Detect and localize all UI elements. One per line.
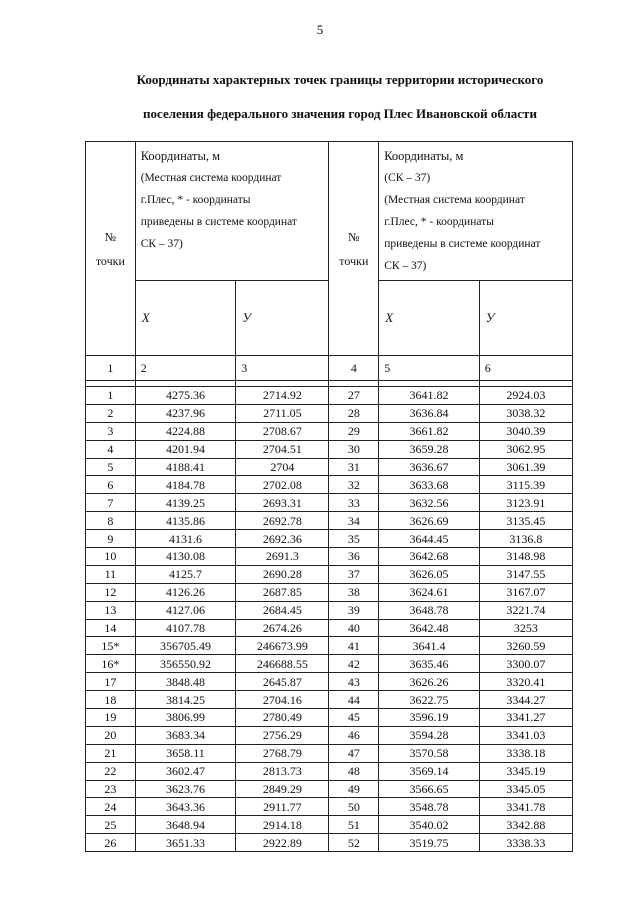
x-coordinate-right: 3632.56 — [379, 494, 480, 512]
x-coordinate-right: 3548.78 — [379, 798, 480, 816]
x-coordinate-left: 4131.6 — [135, 530, 236, 548]
x-coordinate-right: 3624.61 — [379, 583, 480, 601]
table-row — [86, 726, 573, 744]
x-coordinate-left: 4224.88 — [135, 422, 236, 440]
table-row — [86, 780, 573, 798]
x-coordinate-left: 4201.94 — [135, 440, 236, 458]
point-number-left: 4 — [86, 440, 136, 458]
x-coordinate-right: 3519.75 — [379, 834, 480, 852]
x-coordinate-left: 4107.78 — [135, 619, 236, 637]
table-row — [86, 548, 573, 566]
y-coordinate-left: 2780.49 — [236, 709, 329, 727]
point-number-right: 30 — [329, 440, 379, 458]
table-row — [86, 440, 573, 458]
point-number-right: 41 — [329, 637, 379, 655]
point-number-right: 40 — [329, 619, 379, 637]
x-coordinate-left: 3602.47 — [135, 762, 236, 780]
point-number-left: 26 — [86, 834, 136, 852]
y-coordinate-right: 3123.91 — [479, 494, 572, 512]
point-number-left: 15* — [86, 637, 136, 655]
point-number-header-line2: точки — [95, 253, 125, 268]
column-number-6: 6 — [479, 356, 572, 381]
table-row — [86, 458, 573, 476]
point-number-left: 25 — [86, 816, 136, 834]
y-coordinate-right: 3344.27 — [479, 691, 572, 709]
column-number-5: 5 — [379, 356, 480, 381]
point-number-right: 35 — [329, 530, 379, 548]
point-number-header-line1: № — [104, 229, 117, 244]
coords-header-left-line4: приведены в системе координат — [140, 216, 297, 228]
x-coordinate-left: 4127.06 — [135, 601, 236, 619]
x-coordinate-left: 4275.36 — [135, 387, 236, 405]
x-coordinate-right: 3661.82 — [379, 422, 480, 440]
y-coordinate-right: 3345.05 — [479, 780, 572, 798]
point-number-left: 24 — [86, 798, 136, 816]
page-number: 5 — [316, 22, 324, 37]
x-coordinate-left: 4184.78 — [135, 476, 236, 494]
x-coordinate-right: 3633.68 — [379, 476, 480, 494]
table-row — [86, 798, 573, 816]
point-number-right: 47 — [329, 744, 379, 762]
x-coordinate-left: 3848.48 — [135, 673, 236, 691]
x-coordinate-left: 3623.76 — [135, 780, 236, 798]
y-coordinate-right: 3221.74 — [479, 601, 572, 619]
point-number-header-line2: точки — [339, 253, 369, 268]
y-coordinate-right: 3345.19 — [479, 762, 572, 780]
point-number-right: 46 — [329, 726, 379, 744]
point-number-left: 16* — [86, 655, 136, 673]
table-row — [86, 422, 573, 440]
table-row — [86, 387, 573, 405]
y-coordinate-right: 3320.41 — [479, 673, 572, 691]
x-coordinate-right: 3642.68 — [379, 548, 480, 566]
point-number-left: 10 — [86, 548, 136, 566]
x-coordinate-right: 3594.28 — [379, 726, 480, 744]
y-coordinate-left: 2711.05 — [236, 404, 329, 422]
table-row — [86, 834, 573, 852]
point-number-left: 8 — [86, 512, 136, 530]
point-number-right: 45 — [329, 709, 379, 727]
y-coordinate-right: 3136.8 — [479, 530, 572, 548]
point-number-right: 29 — [329, 422, 379, 440]
point-number-right: 33 — [329, 494, 379, 512]
table-row — [86, 762, 573, 780]
point-number-header-right — [329, 142, 379, 356]
x-coordinate-left: 4125.7 — [135, 565, 236, 583]
y-coordinate-left: 246688.55 — [236, 655, 329, 673]
x-coordinate-left: 3643.36 — [135, 798, 236, 816]
column-number-4: 4 — [329, 356, 379, 381]
point-number-right: 48 — [329, 762, 379, 780]
column-number-3: 3 — [236, 356, 329, 381]
point-number-left: 19 — [86, 709, 136, 727]
y-coordinate-right: 3135.45 — [479, 512, 572, 530]
x-coordinate-left: 3806.99 — [135, 709, 236, 727]
table-row — [86, 691, 573, 709]
table-row — [86, 637, 573, 655]
x-coordinate-left: 3648.94 — [135, 816, 236, 834]
x-coordinate-right: 3596.19 — [379, 709, 480, 727]
y-coordinate-right: 3338.33 — [479, 834, 572, 852]
header-row-top — [86, 142, 573, 281]
column-number-2: 2 — [135, 356, 236, 381]
point-number-right: 44 — [329, 691, 379, 709]
coords-header-left-line2: (Местная система координат — [140, 172, 282, 184]
table-row — [86, 744, 573, 762]
y-coordinate-right: 3040.39 — [479, 422, 572, 440]
point-number-left: 5 — [86, 458, 136, 476]
table-row — [86, 816, 573, 834]
y-coordinate-left: 2813.73 — [236, 762, 329, 780]
y-coordinate-right: 3062.95 — [479, 440, 572, 458]
point-number-right: 36 — [329, 548, 379, 566]
x-coordinate-left: 4130.08 — [135, 548, 236, 566]
x-coordinate-left: 356550.92 — [135, 655, 236, 673]
point-number-right: 28 — [329, 404, 379, 422]
coords-header-left-line3: г.Плес, * - координаты — [140, 194, 251, 206]
table-row — [86, 565, 573, 583]
point-number-right: 34 — [329, 512, 379, 530]
y-coordinate-right: 3342.88 — [479, 816, 572, 834]
point-number-left: 7 — [86, 494, 136, 512]
y-coordinate-left: 2704.16 — [236, 691, 329, 709]
y-coordinate-right: 3341.27 — [479, 709, 572, 727]
x-coordinate-right: 3644.45 — [379, 530, 480, 548]
table-row — [86, 512, 573, 530]
coordinates-header-left — [135, 142, 329, 281]
point-number-left: 13 — [86, 601, 136, 619]
y-coordinate-left: 2691.3 — [236, 548, 329, 566]
y-coordinate-right: 3253 — [479, 619, 572, 637]
x-coordinate-left: 3658.11 — [135, 744, 236, 762]
coords-header-left-line5: СК – 37) — [140, 238, 183, 250]
y-coordinate-left: 2768.79 — [236, 744, 329, 762]
x-coordinate-right: 3570.58 — [379, 744, 480, 762]
y-coordinate-left: 2911.77 — [236, 798, 329, 816]
y-coordinate-right: 2924.03 — [479, 387, 572, 405]
point-number-right: 37 — [329, 565, 379, 583]
table-row — [86, 601, 573, 619]
column-number-row — [86, 356, 573, 381]
coordinates-header-right — [379, 142, 573, 281]
y-coordinate-left: 2702.08 — [236, 476, 329, 494]
point-number-right: 31 — [329, 458, 379, 476]
y-coordinate-right: 3341.78 — [479, 798, 572, 816]
x-coordinate-right: 3635.46 — [379, 655, 480, 673]
x-coordinate-left: 3683.34 — [135, 726, 236, 744]
x-coordinate-right: 3659.28 — [379, 440, 480, 458]
x-coordinate-left: 4188.41 — [135, 458, 236, 476]
x-coordinate-right: 3636.67 — [379, 458, 480, 476]
y-coordinate-right: 3061.39 — [479, 458, 572, 476]
point-number-left: 17 — [86, 673, 136, 691]
y-coordinate-left: 2674.26 — [236, 619, 329, 637]
coordinates-table — [85, 141, 573, 852]
table-row — [86, 709, 573, 727]
x-coordinate-left: 4237.96 — [135, 404, 236, 422]
x-coordinate-right: 3540.02 — [379, 816, 480, 834]
x-coordinate-left: 4135.86 — [135, 512, 236, 530]
title-line-2: поселения федерального значения город Плес Ивановской области — [143, 106, 537, 121]
table-row — [86, 655, 573, 673]
y-coordinate-right: 3341.03 — [479, 726, 572, 744]
table-row — [86, 583, 573, 601]
coords-header-right-line4: г.Плес, * - координаты — [384, 216, 494, 228]
point-number-right: 52 — [329, 834, 379, 852]
point-number-header-line1: № — [348, 229, 360, 244]
y-coordinate-right: 3167.07 — [479, 583, 572, 601]
coords-header-left-line1: Координаты, м — [140, 149, 221, 163]
point-number-right: 49 — [329, 780, 379, 798]
x-coordinate-right: 3636.84 — [379, 404, 480, 422]
table-row — [86, 619, 573, 637]
x-coordinate-left: 4139.25 — [135, 494, 236, 512]
y-coordinate-left: 2708.67 — [236, 422, 329, 440]
coords-header-right-line6: СК – 37) — [384, 260, 427, 272]
point-number-left: 3 — [86, 422, 136, 440]
point-number-right: 42 — [329, 655, 379, 673]
point-number-right: 38 — [329, 583, 379, 601]
y-coordinate-left: 2704 — [236, 458, 329, 476]
coords-header-right-line1: Координаты, м — [384, 149, 464, 163]
column-number-1: 1 — [86, 356, 136, 381]
table-row — [86, 476, 573, 494]
table-row — [86, 494, 573, 512]
y-coordinate-left: 2687.85 — [236, 583, 329, 601]
y-coordinate-left: 2692.36 — [236, 530, 329, 548]
y-coordinate-left: 2714.92 — [236, 387, 329, 405]
point-number-left: 1 — [86, 387, 136, 405]
table-row — [86, 530, 573, 548]
point-number-right: 39 — [329, 601, 379, 619]
x-coordinate-left: 4126.26 — [135, 583, 236, 601]
x-coordinate-right: 3642.48 — [379, 619, 480, 637]
y-coordinate-left: 2922.89 — [236, 834, 329, 852]
y-coordinate-left: 246673.99 — [236, 637, 329, 655]
y-coordinate-right: 3115.39 — [479, 476, 572, 494]
title-line-1: Координаты характерных точек границы территории исторического — [136, 72, 544, 87]
x-axis-header-right: X — [379, 281, 480, 356]
y-coordinate-right: 3148.98 — [479, 548, 572, 566]
x-coordinate-left: 3814.25 — [135, 691, 236, 709]
y-coordinate-left: 2690.28 — [236, 565, 329, 583]
point-number-left: 14 — [86, 619, 136, 637]
x-coordinate-right: 3622.75 — [379, 691, 480, 709]
point-number-left: 18 — [86, 691, 136, 709]
document-title — [60, 63, 620, 131]
point-number-right: 51 — [329, 816, 379, 834]
point-number-left: 11 — [86, 565, 136, 583]
y-coordinate-left: 2849.29 — [236, 780, 329, 798]
point-number-left: 21 — [86, 744, 136, 762]
point-number-right: 32 — [329, 476, 379, 494]
x-coordinate-left: 356705.49 — [135, 637, 236, 655]
x-coordinate-right: 3648.78 — [379, 601, 480, 619]
x-coordinate-right: 3626.26 — [379, 673, 480, 691]
y-coordinate-right: 3300.07 — [479, 655, 572, 673]
point-number-left: 20 — [86, 726, 136, 744]
point-number-right: 27 — [329, 387, 379, 405]
point-number-left: 6 — [86, 476, 136, 494]
point-number-right: 43 — [329, 673, 379, 691]
coords-header-right-line5: приведены в системе координат — [384, 238, 541, 250]
y-coordinate-left: 2645.87 — [236, 673, 329, 691]
y-coordinate-right: 3038.32 — [479, 404, 572, 422]
y-axis-header-left: У — [236, 281, 329, 356]
y-coordinate-right: 3338.18 — [479, 744, 572, 762]
x-coordinate-right: 3641.82 — [379, 387, 480, 405]
table-row — [86, 673, 573, 691]
x-coordinate-right: 3566.65 — [379, 780, 480, 798]
y-axis-header-right: У — [479, 281, 572, 356]
y-coordinate-left: 2684.45 — [236, 601, 329, 619]
x-coordinate-left: 3651.33 — [135, 834, 236, 852]
x-coordinate-right: 3626.05 — [379, 565, 480, 583]
point-number-left: 23 — [86, 780, 136, 798]
point-number-left: 2 — [86, 404, 136, 422]
y-coordinate-left: 2693.31 — [236, 494, 329, 512]
point-number-header-left — [86, 142, 136, 356]
x-axis-header-left: X — [135, 281, 236, 356]
y-coordinate-left: 2692.78 — [236, 512, 329, 530]
y-coordinate-left: 2756.29 — [236, 726, 329, 744]
coords-header-right-line2: (СК – 37) — [384, 172, 431, 184]
y-coordinate-right: 3260.59 — [479, 637, 572, 655]
y-coordinate-left: 2914.18 — [236, 816, 329, 834]
point-number-right: 50 — [329, 798, 379, 816]
y-coordinate-right: 3147.55 — [479, 565, 572, 583]
x-coordinate-right: 3626.69 — [379, 512, 480, 530]
point-number-left: 12 — [86, 583, 136, 601]
point-number-left: 22 — [86, 762, 136, 780]
table-row — [86, 404, 573, 422]
x-coordinate-right: 3641.4 — [379, 637, 480, 655]
coords-header-right-line3: (Местная система координат — [384, 194, 525, 206]
x-coordinate-right: 3569.14 — [379, 762, 480, 780]
point-number-left: 9 — [86, 530, 136, 548]
y-coordinate-left: 2704.51 — [236, 440, 329, 458]
